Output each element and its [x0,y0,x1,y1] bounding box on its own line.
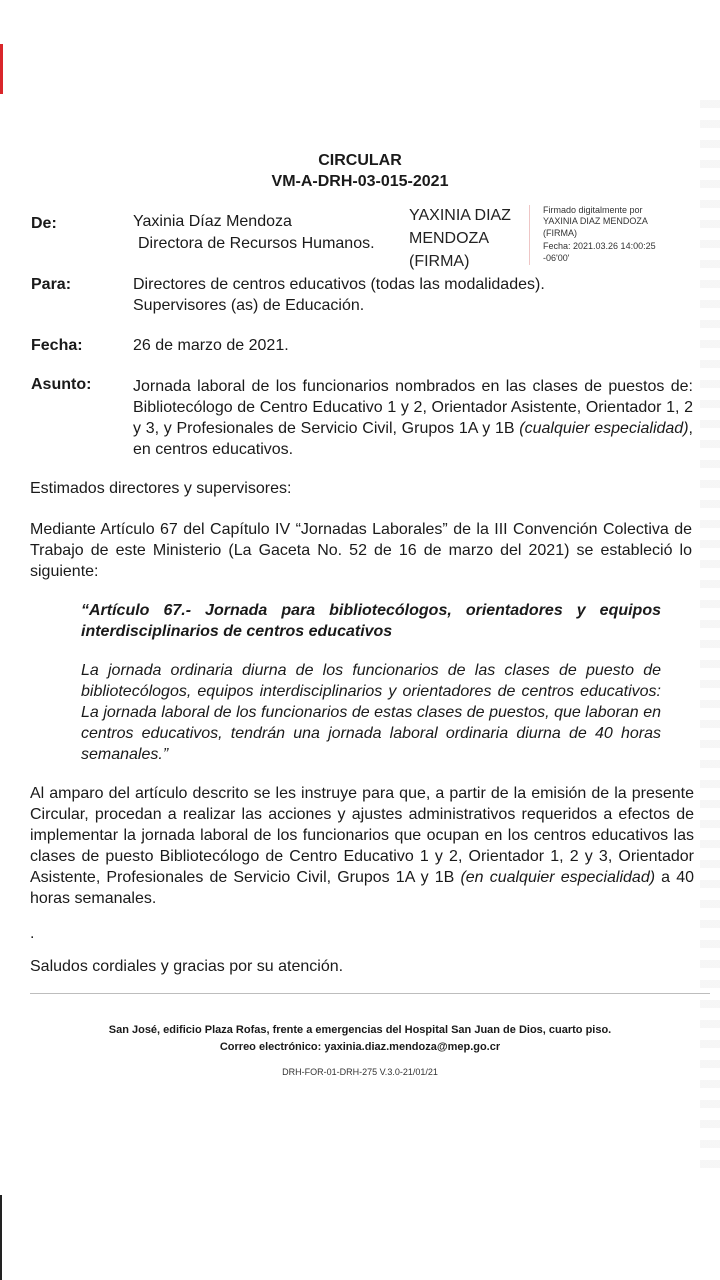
sender-name: Yaxinia Díaz Mendoza [133,213,292,230]
greeting: Estimados directores y supervisores: [30,480,292,497]
document-code: VM-A-DRH-03-015-2021 [271,173,449,190]
footer-email: Correo electrónico: yaxinia.diaz.mendoza@mep.go.cr [219,1041,501,1053]
recipients-line2: Supervisores (as) de Educación. [133,297,365,314]
signature-detail-3: (FIRMA) [543,228,577,238]
intro-paragraph: Mediante Artículo 67 del Capítulo IV “Jornadas Laborales” de la III Convención Colectiva de Trabajo de este Ministerio (La Gaceta No. 52 de 16 de marzo del 2021) se estableció lo siguiente: [30,521,692,580]
left-edge-line [0,1195,2,1280]
para-label: Para: [31,276,72,293]
closing-line: Saludos cordiales y gracias por su atención. [30,958,344,975]
footer-form-code: DRH-FOR-01-DRH-275 V.3.0-21/01/21 [282,1067,438,1077]
signature-name-line1: YAXINIA DIAZ [409,207,511,224]
signature-detail-5: -06'00' [543,253,570,263]
document-title: CIRCULAR [318,152,402,169]
de-label: De: [31,215,57,232]
signature-stroke [529,205,530,265]
instruction-paragraph: Al amparo del artículo descrito se les instruye para que, a partir de la emisión de la presente Circular, procedan a realizar las acciones y ajustes administrativos requeridos a efectos de implementar la jornada laboral de los funcionarios que ocupan en los centros educativos las clases de puesto Bibliotecólogo de Centro Educativo 1 y 2, Orientador 1, 2 y 3, Orientador Asistente, Profesionales de Servicio Civil, Grupos 1A y 1B (en cualquier especialidad) a 40 horas semanales. [30,785,694,907]
signature-name-line3: (FIRMA) [409,253,470,270]
signature-detail-4: Fecha: 2021.03.26 14:00:25 [543,241,656,251]
fecha-label: Fecha: [31,337,83,354]
recipients-line1: Directores de centros educativos (todas las modalidades). [133,276,545,293]
fecha-value: 26 de marzo de 2021. [133,337,289,354]
quote-text: La jornada ordinaria diurna de los funcionarios de las clases de puesto de bibliotecólogos, equipos interdisciplinarios y orientadores de centros educativos: La jornada laboral de los funcionarios de estas clases de puestos, que laboran en centros educativos, tendrán una jornada laboral ordinaria diurna de 40 horas semanales.” [81,662,661,763]
red-edge-mark [0,44,3,94]
asunto-text: Jornada laboral de los funcionarios nombrados en las clases de puestos de: Bibliotecólogo de Centro Educativo 1 y 2, Orientador Asistente, Orientador 1, 2 y 3, y Profesionales de Servicio Civil, Grupos 1A y 1B (cualquier especialidad), en centros educativos. [133,378,693,458]
signature-detail-2: YAXINIA DIAZ MENDOZA [543,216,648,226]
page-edge-shadow [700,100,720,1180]
stray-dot: . [30,925,35,942]
quote-title: “Artículo 67.- Jornada para bibliotecólogos, orientadores y equipos interdisciplinarios de centros educativos [81,602,661,640]
asunto-label: Asunto: [31,376,92,393]
footer-address: San José, edificio Plaza Rofas, frente a emergencias del Hospital San Juan de Dios, cuarto piso. [108,1024,612,1036]
footer-divider [30,993,710,994]
sender-role: Directora de Recursos Humanos. [138,235,375,252]
signature-name-line2: MENDOZA [409,230,489,247]
signature-detail-1: Firmado digitalmente por [543,205,643,215]
